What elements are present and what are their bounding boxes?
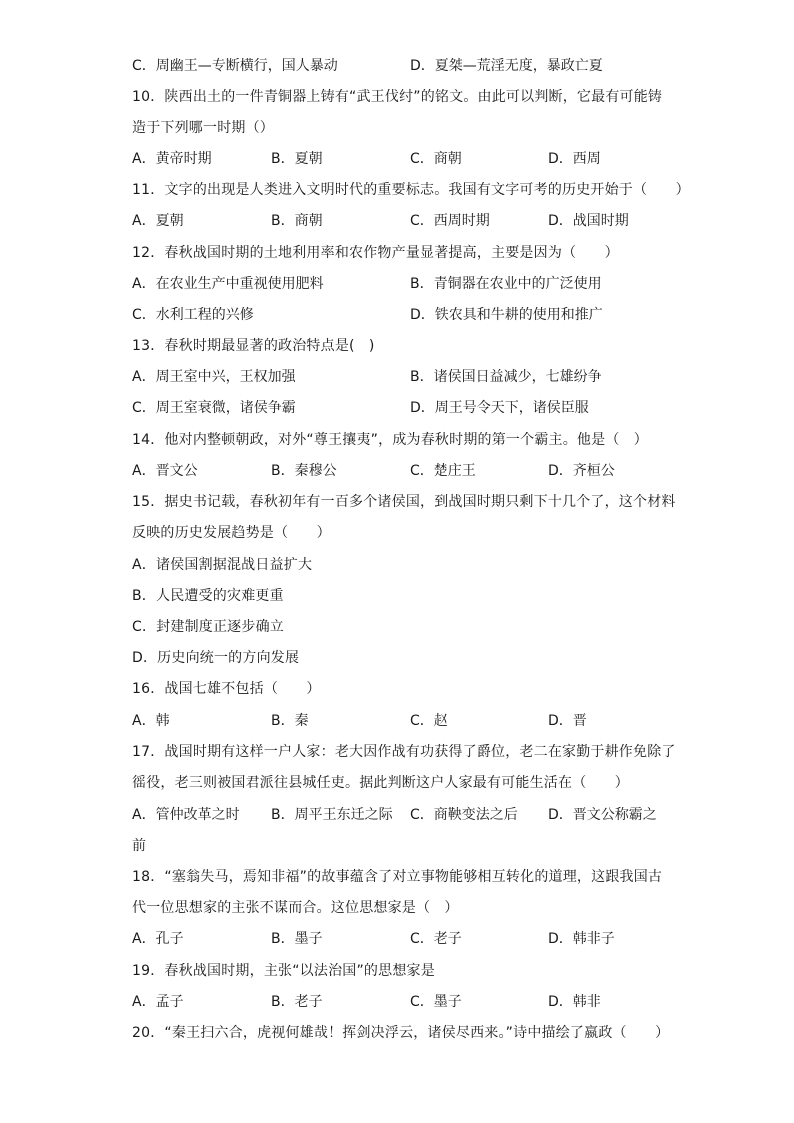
question-line: C．封建制度正逐步确立 bbox=[132, 619, 284, 635]
answer-option: B．秦穆公 bbox=[271, 463, 337, 479]
answer-option: B．老子 bbox=[271, 994, 323, 1010]
option-row bbox=[132, 992, 672, 1012]
answer-option: A．黄帝时期 bbox=[132, 151, 212, 167]
answer-option: C．西周时期 bbox=[410, 213, 490, 229]
answer-option: A．管仲改革之时 bbox=[132, 807, 240, 823]
answer-option: B．夏朝 bbox=[271, 151, 323, 167]
question-line: 13．春秋时期最显著的政治特点是( ) bbox=[132, 338, 375, 354]
question-line: 代一位思想家的主张不谋而合。这位思想家是（ ） bbox=[132, 900, 459, 916]
answer-option: A．孔子 bbox=[132, 931, 184, 947]
answer-option: D．韩非 bbox=[548, 994, 601, 1010]
question-line: 前 bbox=[132, 838, 147, 854]
answer-option: C．赵 bbox=[410, 713, 448, 729]
question-line: 20．“秦王扫六合，虎视何雄哉！挥剑决浮云，诸侯尽西来。”诗中描绘了嬴政（ ） bbox=[132, 1025, 670, 1041]
answer-option: D．晋文公称霸之 bbox=[548, 807, 657, 823]
option-row bbox=[132, 305, 672, 325]
answer-option: B．墨子 bbox=[271, 931, 323, 947]
answer-option: D．夏桀—荒淫无度，暴政亡夏 bbox=[410, 58, 603, 74]
answer-option: D．韩非子 bbox=[548, 931, 615, 947]
question-line: 16．战国七雄不包括（ ） bbox=[132, 681, 321, 697]
answer-option: C．楚庄王 bbox=[410, 463, 476, 479]
question-line: 12．春秋战国时期的土地利用率和农作物产量显著提高，主要是因为（ ） bbox=[132, 245, 619, 261]
question-line: 19．春秋战国时期，主张“以法治国”的思想家是 bbox=[132, 963, 435, 979]
question-line: 10．陕西出土的一件青铜器上铸有“武王伐纣”的铭文。由此可以判断，它最有可能铸 bbox=[132, 89, 663, 105]
answer-option: A．韩 bbox=[132, 713, 170, 729]
answer-option: A．周王室中兴，王权加强 bbox=[132, 369, 296, 385]
question-line: 15．据史书记载，春秋初年有一百多个诸侯国，到战国时期只剩下十几个了，这个材料 bbox=[132, 494, 676, 510]
option-row bbox=[132, 274, 672, 294]
answer-option: B．青铜器在农业中的广泛使用 bbox=[410, 276, 602, 292]
answer-option: D．铁农具和牛耕的使用和推广 bbox=[410, 307, 603, 323]
option-row bbox=[132, 711, 672, 731]
answer-option: C．周王室衰微，诸侯争霸 bbox=[132, 400, 296, 416]
answer-option: B．秦 bbox=[271, 713, 309, 729]
answer-option: D．战国时期 bbox=[548, 213, 629, 229]
option-row bbox=[132, 929, 672, 949]
option-row bbox=[132, 211, 672, 231]
answer-option: B．周平王东迁之际 bbox=[271, 807, 393, 823]
question-line: 造于下列哪一时期（） bbox=[132, 120, 274, 136]
option-row bbox=[132, 149, 672, 169]
answer-option: D．西周 bbox=[548, 151, 601, 167]
question-line: 徭役，老三则被国君派往县城任吏。据此判断这户人家最有可能生活在（ ） bbox=[132, 775, 629, 791]
answer-option: D．周王号令天下，诸侯臣服 bbox=[410, 400, 589, 416]
answer-option: A．孟子 bbox=[132, 994, 184, 1010]
option-row bbox=[132, 56, 672, 76]
answer-option: C．水利工程的兴修 bbox=[132, 307, 254, 323]
question-line: 11．文字的出现是人类进入文明时代的重要标志。我国有文字可考的历史开始于（ ） bbox=[132, 182, 690, 198]
answer-option: A．晋文公 bbox=[132, 463, 198, 479]
answer-option: D．晋 bbox=[548, 713, 587, 729]
question-line: 14．他对内整顿朝政，对外“尊王攘夷”，成为春秋时期的第一个霸主。他是（ ） bbox=[132, 432, 648, 448]
option-row bbox=[132, 398, 672, 418]
option-row bbox=[132, 461, 672, 481]
question-line: A．诸侯国割据混战日益扩大 bbox=[132, 557, 313, 573]
answer-option: C．商朝 bbox=[410, 151, 462, 167]
answer-option: B．诸侯国日益减少，七雄纷争 bbox=[410, 369, 602, 385]
answer-option: B．商朝 bbox=[271, 213, 323, 229]
answer-option: D．齐桓公 bbox=[548, 463, 615, 479]
answer-option: C．墨子 bbox=[410, 994, 462, 1010]
question-line: 18．“塞翁失马，焉知非福”的故事蕴含了对立事物能够相互转化的道理，这跟我国古 bbox=[132, 869, 663, 885]
question-line: 17．战国时期有这样一户人家：老大因作战有功获得了爵位，老二在家勤于耕作免除了 bbox=[132, 744, 676, 760]
option-row bbox=[132, 367, 672, 387]
answer-option: A．在农业生产中重视使用肥料 bbox=[132, 276, 324, 292]
answer-option: A．夏朝 bbox=[132, 213, 184, 229]
answer-option: C．商鞅变法之后 bbox=[410, 807, 518, 823]
answer-option: C．周幽王—专断横行，国人暴动 bbox=[132, 58, 338, 74]
answer-option: C．老子 bbox=[410, 931, 462, 947]
question-line: B．人民遭受的灾难更重 bbox=[132, 588, 284, 604]
option-row bbox=[132, 805, 672, 825]
question-line: D．历史向统一的方向发展 bbox=[132, 650, 300, 666]
question-line: 反映的历史发展趋势是（ ） bbox=[132, 525, 331, 541]
